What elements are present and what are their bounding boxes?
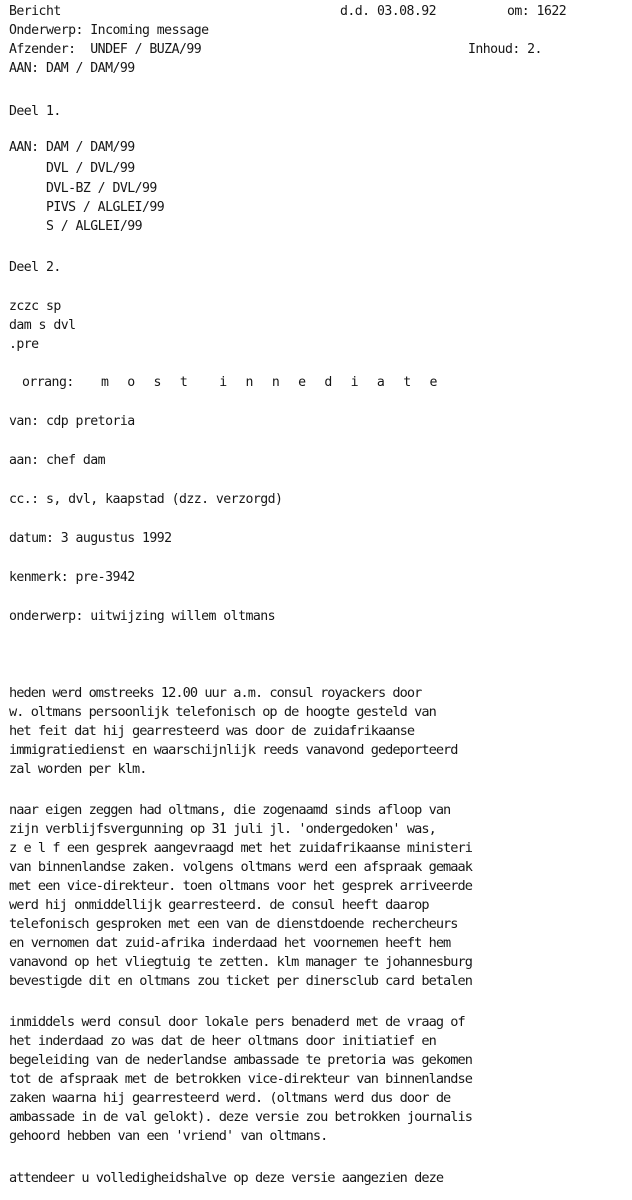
body-line: attendeer u volledigheidshalve op deze versie aangezien deze [9,1170,444,1186]
doc-date: d.d. 03.08.92 [340,4,437,19]
body-line: zal worden per klm. [9,761,147,777]
priority-label: orrang: [22,375,74,390]
body-line: en vernomen dat zuid-afrika inderdaad het voornemen heeft hem [9,935,451,951]
body-line: inmiddels werd consul door lokale pers benaderd met de vraag of [9,1014,465,1030]
body-line: vanavond op het vliegtuig te zetten. klm manager te johannesburg [9,954,472,970]
recipient-line: AAN: DAM / DAM/99 [9,140,135,155]
field-onderwerp: onderwerp: uitwijzing willem oltmans [9,609,276,624]
priority-value: m o s t i n n e d i a t e [101,375,443,390]
body-line: ambassade in de val gelokt). deze versie zou betrokken journalis [9,1109,472,1125]
recipient-line: PIVS / ALGLEI/99 [9,200,165,215]
recipient-line: DVL / DVL/99 [9,161,135,176]
field-cc: cc.: s, dvl, kaapstad (dzz. verzorgd) [9,492,283,507]
body-line: immigratiedienst en waarschijnlijk reeds vanavond gedeporteerd [9,742,458,758]
body-line: het feit dat hij gearresteerd was door de zuidafrikaanse [9,723,415,739]
body-line: werd hij onmiddellijk gearresteerd. de consul heeft daarop [9,897,429,913]
field-aan: aan: chef dam [9,453,106,468]
field-datum: datum: 3 augustus 1992 [9,531,172,546]
routing-code: dam s dvl [9,318,76,333]
body-line: bevestigde dit en oltmans zou ticket per dinersclub card betalen [9,973,472,989]
body-line: w. oltmans persoonlijk telefonisch op de hoogte gesteld van [9,704,436,720]
field-kenmerk: kenmerk: pre-3942 [9,570,135,585]
body-line: zaken waarna hij gearresteerd werd. (oltmans werd dus door de [9,1090,451,1106]
body-line: met een vice-direkteur. toen oltmans voor het gesprek arriveerde [9,878,472,894]
doc-time: om: 1622 [507,4,567,19]
body-line: tot de afspraak met de betrokken vice-direkteur van binnenlandse [9,1071,472,1087]
doc-contents: Inhoud: 2. [468,42,542,57]
doc-type-label: Bericht [9,4,61,19]
routing-code: .pre [9,337,39,352]
body-line: begeleiding van de nederlandse ambassade te pretoria was gekomen [9,1052,472,1068]
body-line: zijn verblijfsvergunning op 31 juli jl. 'ondergedoken' was, [9,821,436,837]
doc-recipient: AAN: DAM / DAM/99 [9,61,135,76]
body-line: het inderdaad zo was dat de heer oltmans door initiatief en [9,1033,436,1049]
section-title-deel-1: Deel 1. [9,104,61,119]
field-van: van: cdp pretoria [9,414,135,429]
section-title-deel-2: Deel 2. [9,260,61,275]
recipient-line: S / ALGLEI/99 [9,219,143,234]
body-line: naar eigen zeggen had oltmans, die zogenaamd sinds afloop van [9,802,451,818]
recipient-line: DVL-BZ / DVL/99 [9,181,157,196]
body-line: telefonisch gesproken met een van de dienstdoende rechercheurs [9,916,458,932]
doc-subject: Onderwerp: Incoming message [9,23,209,38]
body-line: z e l f een gesprek aangevraagd met het zuidafrikaanse ministeri [9,840,472,856]
body-line: heden werd omstreeks 12.00 uur a.m. consul royackers door [9,685,422,701]
doc-sender: Afzender: UNDEF / BUZA/99 [9,42,202,57]
body-line: van binnenlandse zaken. volgens oltmans werd een afspraak gemaak [9,859,472,875]
routing-code: zczc sp [9,299,61,314]
body-line: gehoord hebben van een 'vriend' van oltmans. [9,1128,328,1144]
